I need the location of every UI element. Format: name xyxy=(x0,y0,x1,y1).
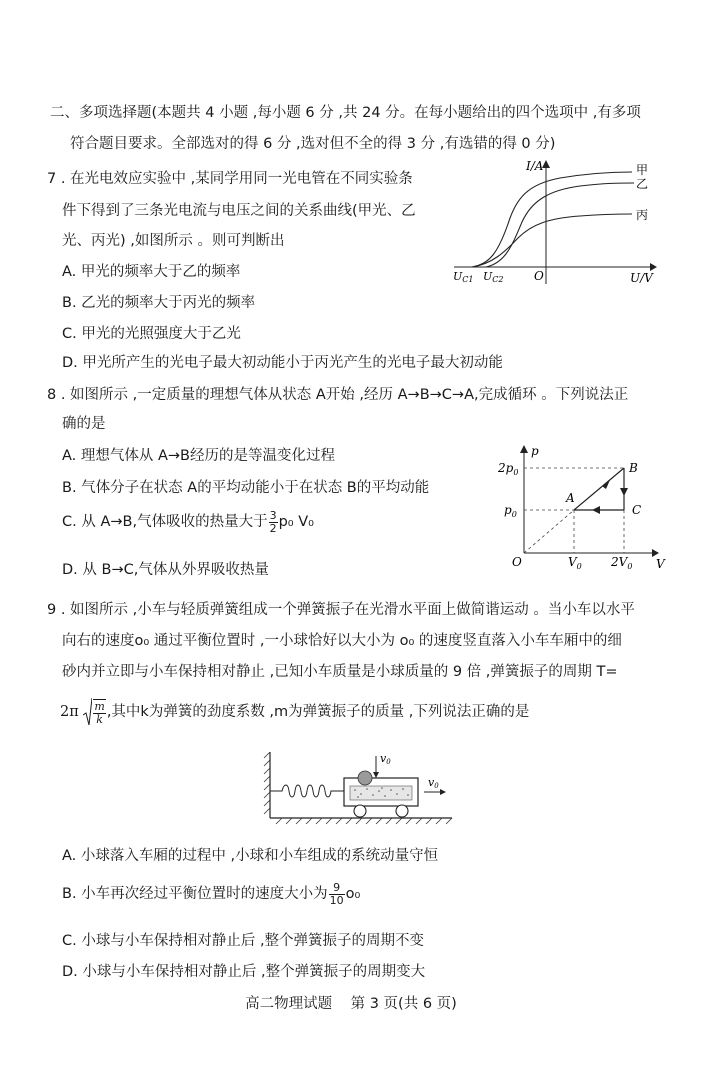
pv-cycle-figure xyxy=(496,440,666,572)
uc2-label: UC2 xyxy=(483,270,504,284)
q8-option-a: A. 理想气体从 A→B经历的是等温变化过程 xyxy=(62,448,336,464)
v0-right-label: v0 xyxy=(428,776,439,790)
label-b: B xyxy=(629,461,638,475)
q8-stem-line1: 8 . 如图所示 ,一定质量的理想气体从状态 A开始 ,经历 A→B→C→A,完成循环 。下列说法正 xyxy=(47,387,629,403)
guide-origin-a xyxy=(524,510,574,553)
x-axis-label: U/V xyxy=(630,271,653,285)
q7-option-c: C. 甲光的光照强度大于乙光 xyxy=(62,326,241,342)
v0-right-arrow-head xyxy=(440,789,446,795)
q9-option-b-suffix: o₀ xyxy=(345,886,361,902)
label-a: A xyxy=(566,491,575,505)
section-heading-line2: 符合题目要求。全部选对的得 6 分 ,选对但不全的得 3 分 ,有选错的得 0 分) xyxy=(70,136,556,152)
wheel-right xyxy=(396,805,408,817)
p-axis-label: p xyxy=(531,444,539,458)
sand xyxy=(350,786,412,800)
q8-stem-line2: 确的是 xyxy=(62,416,106,432)
q9-formula-2pi: 2π xyxy=(60,704,79,720)
path-a-b xyxy=(574,468,624,510)
q9-option-c: C. 小球与小车保持相对静止后 ,整个弹簧振子的周期不变 xyxy=(62,933,425,949)
v-axis-label: V xyxy=(656,557,665,571)
ground-hatch xyxy=(276,818,452,824)
q7-stem-line3: 光、丙光) ,如图所示 。则可判断出 xyxy=(62,233,285,249)
x-axis-arrow xyxy=(650,263,657,271)
wheel-left xyxy=(354,805,366,817)
curve-bing-label: 丙 xyxy=(636,208,649,222)
label-2p0: $2p_0$ xyxy=(498,461,519,477)
q8-option-b: B. 气体分子在状态 A的平均动能小于在状态 B的平均动能 xyxy=(62,480,430,496)
q9-option-b-prefix: B. 小车再次经过平衡位置时的速度大小为 xyxy=(62,886,328,902)
q9-stem-line2: 向右的速度o₀ 通过平衡位置时 ,一小球恰好以大小为 o₀ 的速度竖直落入小车车厢中的细 xyxy=(62,633,622,649)
v0-down-label: v0 xyxy=(380,752,391,766)
v0-down-arrow-head xyxy=(373,772,379,778)
q9-option-b-fraction: $\frac{9}{10}$ xyxy=(329,880,344,907)
q8-option-c-prefix: C. 从 A→B,气体吸收的热量大于 xyxy=(62,514,268,530)
arrow-b-c xyxy=(620,488,628,496)
q9-stem-line4-text: ,其中k为弹簧的劲度系数 ,m为弹簧振子的质量 ,下列说法正确的是 xyxy=(106,704,530,720)
label-c: C xyxy=(632,503,642,517)
q8-option-c xyxy=(62,508,314,536)
uc1-label: UC1 xyxy=(453,270,474,284)
page-footer: 高二物理试题 第 3 页(共 6 页) xyxy=(245,996,457,1012)
q9-option-a: A. 小球落入车厢的过程中 ,小球和小车组成的系统动量守恒 xyxy=(62,848,439,864)
label-v0: $V_0$ xyxy=(568,555,582,571)
q7-option-a: A. 甲光的频率大于乙的频率 xyxy=(62,264,241,280)
curve-bing xyxy=(472,214,632,267)
arrow-a-b xyxy=(602,480,610,489)
v-axis-arrow xyxy=(652,549,659,557)
photoelectric-iv-figure xyxy=(450,156,660,288)
origin-label: O xyxy=(534,269,544,283)
q8-option-c-suffix: p₀ V₀ xyxy=(278,514,314,530)
origin-label: O xyxy=(512,555,522,569)
ball xyxy=(358,771,372,785)
q8-option-d: D. 从 B→C,气体从外界吸收热量 xyxy=(62,562,269,578)
label-p0: $p_0$ xyxy=(504,503,517,519)
q9-option-b xyxy=(62,880,360,908)
section-heading-line1: 二、多项选择题(本题共 4 小题 ,每小题 6 分 ,共 24 分。在每小题给出的四个选项中 ,有多项 xyxy=(50,105,641,121)
q9-stem-line1: 9 . 如图所示 ,小车与轻质弹簧组成一个弹簧振子在光滑水平面上做简谐运动 。当小车以水平 xyxy=(47,602,635,618)
q7-option-b: B. 乙光的频率大于丙光的频率 xyxy=(62,295,256,311)
q9-stem-line4 xyxy=(60,697,529,727)
p-axis-arrow xyxy=(520,445,528,453)
q9-option-d: D. 小球与小车保持相对静止后 ,整个弹簧振子的周期变大 xyxy=(62,964,426,980)
q9-stem-line3: 砂内并立即与小车保持相对静止 ,已知小车质量是小球质量的 9 倍 ,弹簧振子的周期 T= xyxy=(62,664,618,680)
spring xyxy=(270,785,344,797)
wall-hatch xyxy=(264,752,270,814)
arrow-c-a xyxy=(592,506,600,514)
q9-formula-sqrt: $\frac{m}{k}$ xyxy=(83,697,106,727)
spring-cart-figure xyxy=(262,748,454,828)
q7-stem-line1: 7 . 在光电效应实验中 ,某同学用同一光电管在不同实验条 xyxy=(47,171,413,187)
q8-option-c-fraction: $\frac{3}{2}$ xyxy=(269,508,277,535)
q7-option-d: D. 甲光所产生的光电子最大初动能小于丙光产生的光电子最大初动能 xyxy=(62,355,503,371)
label-2v0: $2V_0$ xyxy=(611,555,633,571)
curve-yi-label: 乙 xyxy=(636,177,649,191)
y-axis-label: I/A xyxy=(526,159,544,173)
curve-jia-label: 甲 xyxy=(636,163,649,177)
q7-stem-line2: 件下得到了三条光电流与电压之间的关系曲线(甲光、乙 xyxy=(62,203,416,219)
